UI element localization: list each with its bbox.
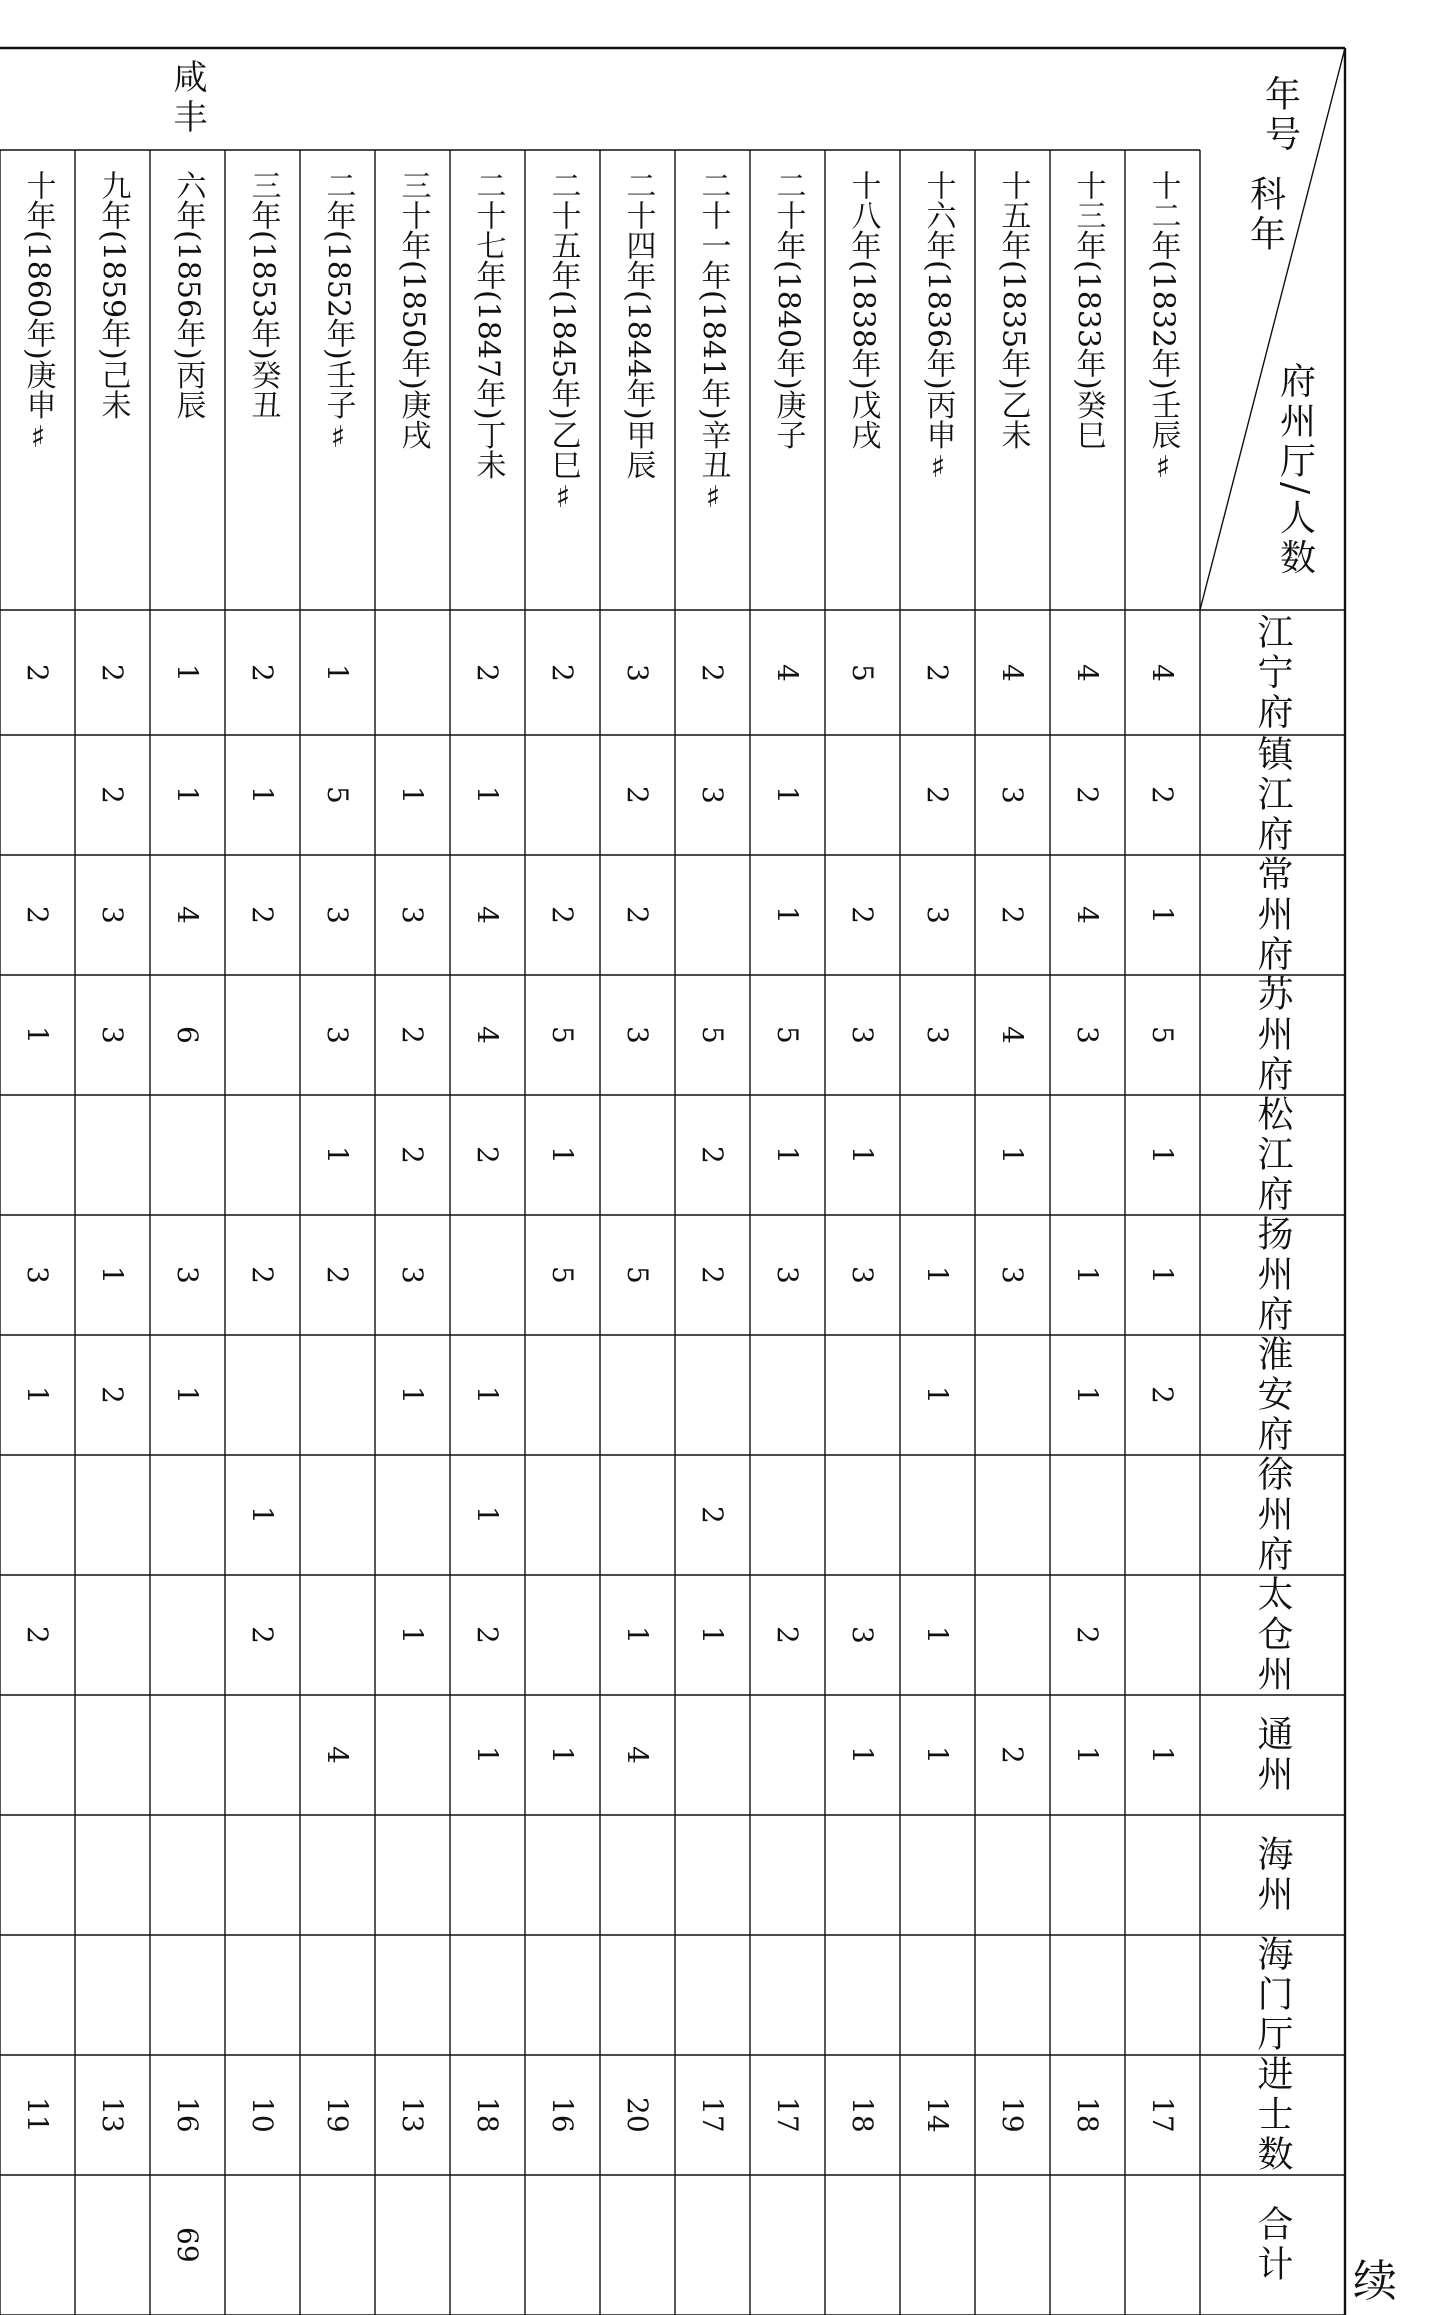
table-cell: 1: [846, 1746, 879, 1764]
table-cell: 3: [921, 906, 954, 924]
table-cell: 1: [171, 663, 204, 682]
table-cell: 3: [621, 1026, 654, 1044]
table-cell: 2: [696, 663, 729, 682]
table-cell: 10: [246, 2097, 279, 2133]
table-cell: 1: [321, 663, 354, 682]
table-cell: 1: [171, 786, 204, 804]
year-label: 十六年(1836年)丙申♯: [920, 170, 956, 485]
table-cell: 2: [546, 663, 579, 682]
table-cell: 17: [1146, 2097, 1179, 2133]
column-header: 淮安府: [1252, 1335, 1293, 1455]
table-cell: 18: [846, 2097, 879, 2133]
table-cell: 5: [846, 663, 879, 682]
year-label: 六年(1856年)丙辰: [170, 170, 206, 420]
table-cell: 3: [696, 786, 729, 804]
table-cell: 2: [246, 906, 279, 924]
year-label: 二十一年(1841年)辛丑♯: [695, 170, 731, 515]
table-cell: 3: [846, 1026, 879, 1044]
table-cell: 3: [396, 1266, 429, 1284]
table-cell: 1: [471, 1506, 504, 1524]
table-cell: 19: [321, 2097, 354, 2133]
table-cell: 1: [396, 1626, 429, 1644]
column-header: 太仓州: [1252, 1575, 1293, 1695]
column-header: 徐州府: [1252, 1455, 1293, 1575]
table-cell: 2: [471, 1626, 504, 1644]
table-cell: 1: [246, 786, 279, 804]
table-cell: 3: [846, 1266, 879, 1284]
table-cell: 1: [396, 786, 429, 804]
table-cell: 4: [996, 663, 1029, 682]
table-cell: 16: [546, 2097, 579, 2133]
table-cell: 1: [921, 1626, 954, 1644]
table-cell: 5: [1146, 1026, 1179, 1044]
table-cell: 3: [996, 786, 1029, 804]
year-label: 十八年(1838年)戊戌: [845, 170, 881, 450]
table-cell: 3: [321, 1026, 354, 1044]
table-cell: 19: [996, 2097, 1029, 2133]
table-cell: 2: [246, 1626, 279, 1644]
year-label: 二十七年(1847年)丁未: [470, 170, 506, 480]
table-cell: 1: [546, 1746, 579, 1764]
table-cell: 1: [771, 1146, 804, 1164]
column-header: 镇江府: [1252, 735, 1293, 855]
column-header: 进士数: [1252, 2055, 1293, 2175]
year-label: 十三年(1833年)癸巳: [1070, 170, 1106, 450]
table-cell: 5: [621, 1266, 654, 1284]
table-cell: 1: [471, 1746, 504, 1764]
column-header: 海州: [1252, 1835, 1293, 1915]
table-cell: 18: [1071, 2097, 1104, 2133]
table-cell: 2: [21, 1626, 54, 1644]
table-cell: 4: [1146, 663, 1179, 682]
table-cell: 3: [321, 906, 354, 924]
table-cell: 1: [1071, 1386, 1104, 1404]
year-label: 二十五年(1845年)乙巳♯: [545, 170, 581, 515]
table-cell: 1: [1146, 906, 1179, 924]
table-cell: 1: [621, 1626, 654, 1644]
table-cell: 2: [396, 1146, 429, 1164]
table-cell: 2: [996, 1746, 1029, 1764]
table-cell: 1: [1146, 1266, 1179, 1284]
table-cell: 2: [96, 663, 129, 682]
year-label: 二十年(1840年)庚子: [770, 170, 806, 450]
table-cell: 2: [321, 1266, 354, 1284]
table-cell: 1: [471, 1386, 504, 1404]
table-cell: 1: [321, 1146, 354, 1164]
table-cell: 17: [771, 2097, 804, 2133]
column-header: 通州: [1252, 1715, 1293, 1795]
table-cell: 1: [1071, 1746, 1104, 1764]
table-cell: 2: [921, 786, 954, 804]
table-cell: 2: [96, 786, 129, 804]
table-cell: 18: [471, 2097, 504, 2133]
table-cell: 2: [1146, 786, 1179, 804]
table-cell: 3: [921, 1026, 954, 1044]
table-cell: 13: [96, 2097, 129, 2133]
table-cell: 3: [96, 1026, 129, 1044]
table-cell: 3: [1071, 1026, 1104, 1044]
table-cell: 2: [846, 906, 879, 924]
table-cell: 2: [1071, 1626, 1104, 1644]
table-cell: 1: [96, 1266, 129, 1284]
table-cell: 3: [96, 906, 129, 924]
column-header: 松江府: [1252, 1095, 1293, 1215]
table-cell: 4: [621, 1746, 654, 1764]
table-cell: 1: [846, 1146, 879, 1164]
table-cell: 4: [471, 906, 504, 924]
table-cell: 2: [621, 906, 654, 924]
table-cell: 1: [396, 1386, 429, 1404]
table-cell: 4: [471, 1026, 504, 1044]
year-label: 三年(1853年)癸丑: [245, 170, 281, 420]
table-cell: 3: [396, 906, 429, 924]
table-cell: 4: [321, 1746, 354, 1764]
table-cell: 3: [996, 1266, 1029, 1284]
table-cell: 1: [921, 1746, 954, 1764]
reign-total: 69: [171, 2227, 204, 2263]
table-cell: 1: [696, 1626, 729, 1644]
column-header: 苏州府: [1252, 975, 1293, 1095]
table-cell: 1: [246, 1506, 279, 1524]
table-cell: 13: [396, 2097, 429, 2133]
table-cell: 2: [696, 1266, 729, 1284]
table-cell: 14: [921, 2097, 954, 2133]
table-cell: 20: [621, 2097, 654, 2133]
year-label: 三十年(1850年)庚戌: [395, 170, 431, 450]
table-cell: 5: [546, 1026, 579, 1044]
table-cell: 1: [21, 1026, 54, 1044]
reign-label: 咸丰: [167, 59, 207, 139]
corner-year-label: 科年: [1244, 175, 1286, 255]
table-cell: 1: [21, 1386, 54, 1404]
table-cell: 5: [696, 1026, 729, 1044]
table-cell: 5: [321, 786, 354, 804]
column-header: 扬州府: [1252, 1215, 1293, 1335]
table-cell: 2: [396, 1026, 429, 1044]
table-cell: 3: [21, 1266, 54, 1284]
table-cell: 1: [546, 1146, 579, 1164]
year-label: 九年(1859年)己未: [95, 170, 131, 420]
table-cell: 4: [771, 663, 804, 682]
year-label: 十二年(1832年)壬辰♯: [1145, 170, 1181, 485]
table-cell: 1: [921, 1266, 954, 1284]
corner-reign-label: 年号: [1259, 75, 1301, 155]
table-cell: 16: [171, 2097, 204, 2133]
table-cell: 1: [771, 906, 804, 924]
table-cell: 3: [846, 1626, 879, 1644]
year-label: 十五年(1835年)乙未: [995, 170, 1031, 450]
table-cell: 2: [96, 1386, 129, 1404]
table-cell: 3: [171, 1266, 204, 1284]
table-cell: 2: [471, 663, 504, 682]
table-cell: 1: [1146, 1146, 1179, 1164]
column-header: 常州府: [1252, 855, 1293, 975]
table-cell: 2: [21, 906, 54, 924]
table-cell: 4: [171, 906, 204, 924]
table-cell: 2: [1146, 1386, 1179, 1404]
table-cell: 3: [771, 1266, 804, 1284]
table-cell: 1: [771, 786, 804, 804]
table-cell: 4: [996, 1026, 1029, 1044]
table-cell: 1: [996, 1146, 1029, 1164]
year-label: 二十四年(1844年)甲辰: [620, 170, 656, 480]
table-cell: 2: [246, 1266, 279, 1284]
table-cell: 4: [1071, 906, 1104, 924]
table-cell: 2: [546, 906, 579, 924]
table-cell: 1: [1146, 1746, 1179, 1764]
table-cell: 1: [921, 1386, 954, 1404]
table-cell: 2: [921, 663, 954, 682]
column-header: 海门厅: [1252, 1935, 1293, 2055]
table-cell: 2: [696, 1146, 729, 1164]
column-header: 合计: [1252, 2205, 1293, 2285]
year-label: 十年(1860年)庚申♯: [20, 170, 56, 455]
table-cell: 3: [621, 663, 654, 682]
table-cell: 2: [621, 786, 654, 804]
table-cell: 17: [696, 2097, 729, 2133]
table-cell: 11: [21, 2097, 54, 2133]
year-label: 二年(1852年)壬子♯: [320, 170, 356, 455]
table-cell: 2: [696, 1506, 729, 1524]
table-cell: 5: [771, 1026, 804, 1044]
continued-label: 续: [1353, 2256, 1397, 2307]
table-cell: 2: [771, 1626, 804, 1644]
table-cell: 1: [471, 786, 504, 804]
table-cell: 2: [996, 906, 1029, 924]
table-cell: 2: [1071, 786, 1104, 804]
table-cell: 4: [1071, 663, 1104, 682]
table-cell: 2: [21, 663, 54, 682]
column-header: 江宁府: [1252, 612, 1293, 733]
table-cell: 6: [171, 1026, 204, 1044]
table-cell: 2: [246, 663, 279, 682]
table-cell: 5: [546, 1266, 579, 1284]
table-cell: 1: [1071, 1266, 1104, 1284]
table-cell: 1: [171, 1386, 204, 1404]
corner-unit-label: 府州厅/人数: [1274, 361, 1316, 579]
table-cell: 2: [471, 1146, 504, 1164]
